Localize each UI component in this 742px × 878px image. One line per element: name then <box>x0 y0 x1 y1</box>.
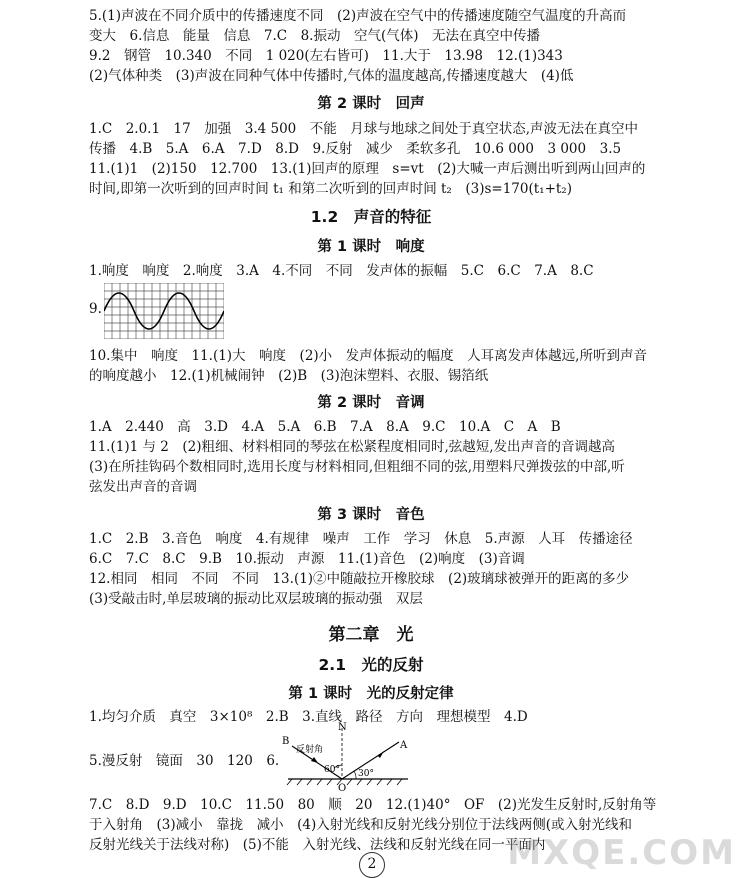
text-line: 10.集中 响度 11.(1)大 响度 (2)小 发声体振动的幅度 人耳离发声体越远,所听到声音 <box>89 348 647 364</box>
text-line: 的响度越小 12.(1)机械闹钟 (2)B (3)泡沫塑料、衣服、锡箔纸 <box>89 368 489 384</box>
question-number: 9. <box>89 301 102 317</box>
text-line: 1.C 2.B 3.音色 响度 4.有规律 噪声 工作 学习 休息 5.声源 人耳 传播途径 <box>89 531 633 547</box>
label-B: B <box>282 736 290 747</box>
text-line: 7.C 8.D 9.D 10.C 11.50 80 顺 20 12.(1)40° OF (2)光发生反射时,反射角等 <box>89 797 657 813</box>
chapter-title: 第二章 光 <box>328 625 414 645</box>
text-line: 1.A 2.440 高 3.D 4.A 5.A 6.B 7.A 8.A 9.C 10.A C A B <box>89 419 561 435</box>
label-O: O <box>338 783 347 792</box>
sine-wave <box>104 293 224 329</box>
watermark: MXQE.COM <box>507 833 736 873</box>
text-line: 5.漫反射 镜面 30 120 6. <box>89 753 280 769</box>
text-line: 11.(1)1 (2)150 12.700 13.(1)回声的原理 s=vt (2)大喊一声后测出听到两山回声的 <box>89 161 646 177</box>
text-line: (3)受敲击时,单层玻璃的振动比双层玻璃的振动强 双层 <box>89 591 423 607</box>
section-title: 2.1 光的反射 <box>318 656 424 674</box>
angle-60-label: 60° <box>324 765 340 775</box>
lesson-heading: 第 1 课时 响度 <box>317 239 425 255</box>
reflection-diagram <box>278 722 418 792</box>
text-line: 5.(1)声波在不同介质中的传播速度不同 (2)声波在空气中的传播速度随空气温度的升高而 <box>89 8 627 24</box>
label-A: A <box>400 740 408 751</box>
angle-30-label: 30° <box>358 769 374 779</box>
angle-name-label: 反射角 <box>296 745 324 755</box>
text-line: 弦发出声音的音调 <box>89 479 197 495</box>
text-line: 11.(1)1 与 2 (2)粗细、材料相同的琴弦在松紧程度相同时,弦越短,发出声音的音调越高 <box>89 439 616 455</box>
text-line: 变大 6.信息 能量 信息 7.C 8.振动 空气(气体) 无法在真空中传播 <box>89 28 541 44</box>
text-line: (2)气体种类 (3)声波在同种气体中传播时,气体的温度越高,传播速度越大 (4)低 <box>89 68 574 84</box>
text-line: 1.均匀介质 真空 3×10⁸ 2.B 3.直线 路径 方向 理想模型 4.D <box>89 709 528 725</box>
text-line: 1.响度 响度 2.响度 3.A 4.不同 不同 发声体的振幅 5.C 6.C 7.A 8.C <box>89 263 594 279</box>
text-line: 1.C 2.0.1 17 加强 3.4 500 不能 月球与地球之间处于真空状态,声波无法在真空中 <box>89 121 639 137</box>
text-line: 时间,即第一次听到的回声时间 t₁ 和第二次听到的回声时间 t₂ (3)s=170(t₁+t₂) <box>89 181 572 197</box>
text-line: 12.相同 相同 不同 不同 13.(1)②中随敲拉开橡胶球 (2)玻璃球被弹开的距离的多少 <box>89 571 630 587</box>
section-title: 1.2 声音的特征 <box>310 208 432 226</box>
text-line: 9.2 钢管 10.340 不同 1 020(左右皆可) 11.大于 13.98 12.(1)343 <box>89 48 563 64</box>
waveform-grid <box>104 283 224 339</box>
text-line: 反射光线关于法线对称) (5)不能 入射光线、法线和反射光线在同一平面内 <box>89 837 546 853</box>
page-number: 2 <box>359 852 385 878</box>
label-N: N <box>338 722 347 733</box>
text-line: 传播 4.B 5.A 6.A 7.D 8.D 9.反射 减少 柔软多孔 10.6 000 3 000 3.5 <box>89 141 622 157</box>
lesson-heading: 第 2 课时 音调 <box>317 395 425 411</box>
lesson-heading: 第 3 课时 音色 <box>317 507 425 523</box>
text-line: (3)在所挂钩码个数相同时,选用长度与材料相同,但粗细不同的弦,用塑料尺弹拨弦的中部,听 <box>89 459 625 475</box>
text-line: 6.C 7.C 8.C 9.B 10.振动 声源 11.(1)音色 (2)响度 (3)音调 <box>89 551 525 567</box>
lesson-heading: 第 2 课时 回声 <box>317 96 425 112</box>
text-line: 于入射角 (3)减小 靠拢 减小 (4)入射光线和反射光线分别位于法线两侧(或入射光线和 <box>89 817 633 833</box>
lesson-heading: 第 1 课时 光的反射定律 <box>288 686 454 702</box>
